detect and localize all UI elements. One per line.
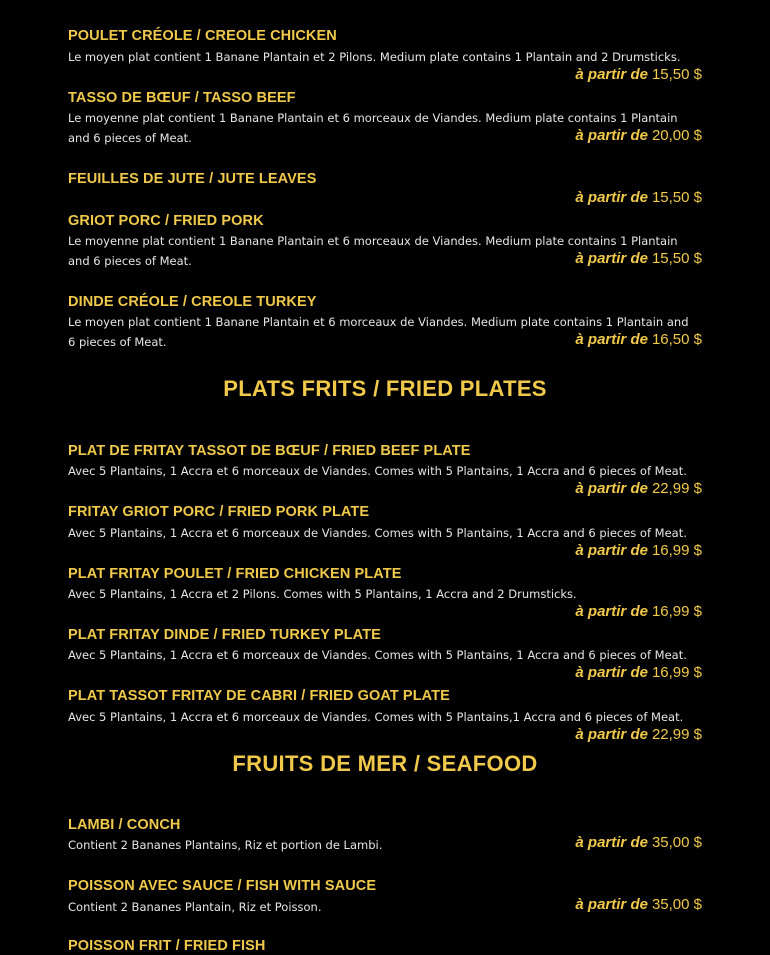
price-prefix: à partir de (575, 834, 648, 851)
item-description: Avec 5 Plantains, 1 Accra et 6 morceaux de Viandes. Comes with 5 Plantains, 1 Accra and 6 pieces of Meat. (68, 526, 687, 540)
item-description: Le moyenne plat contient 1 Banane Plantain et 6 morceaux de Viandes. Medium plate contains 1 Plantain and 6 pieces of Meat. (68, 234, 678, 268)
price-prefix: à partir de (575, 66, 648, 83)
price-prefix: à partir de (575, 726, 648, 743)
item-title: FRITAY GRIOT PORC / FRIED PORK PLATE (68, 504, 370, 520)
price-prefix: à partir de (575, 331, 648, 348)
item-description: Avec 5 Plantains, 1 Accra et 6 morceaux de Viandes. Comes with 5 Plantains,1 Accra and 6 pieces of Meat. (68, 710, 684, 724)
item-title: PLAT TASSOT FRITAY DE CABRI / FRIED GOAT PLATE (68, 688, 450, 704)
price-value: 15,50 $ (651, 250, 702, 267)
price-prefix: à partir de (575, 542, 648, 559)
price-value: 35,00 $ (651, 896, 702, 913)
section-title-fried: PLATS FRITS / FRIED PLATES (223, 376, 547, 401)
price-prefix: à partir de (575, 480, 648, 497)
price-value: 15,50 $ (651, 189, 702, 206)
price-prefix: à partir de (575, 664, 648, 681)
item-title: GRIOT PORC / FRIED PORK (68, 213, 264, 229)
price-value: 16,50 $ (651, 331, 702, 348)
item-description: Avec 5 Plantains, 1 Accra et 2 Pilons. Comes with 5 Plantains, 1 Accra and 2 Drumsticks. (68, 587, 577, 601)
price-value: 35,00 $ (651, 834, 702, 851)
price-prefix: à partir de (575, 189, 648, 206)
item-description: Contient 2 Bananes Plantain, Riz et Poisson. (68, 900, 322, 914)
price-prefix: à partir de (575, 250, 648, 267)
item-title: DINDE CRÉOLE / CREOLE TURKEY (68, 294, 317, 310)
price-prefix: à partir de (575, 603, 648, 620)
item-description: Contient 2 Bananes Plantains, Riz et portion de Lambi. (68, 838, 383, 852)
item-price (575, 480, 702, 498)
price-prefix: à partir de (575, 127, 648, 144)
item-title: POISSON FRIT / FRIED FISH (68, 938, 266, 954)
item-title: LAMBI / CONCH (68, 817, 181, 833)
item-price (575, 542, 702, 560)
item-price (575, 896, 702, 914)
item-price (575, 664, 702, 682)
item-description: Avec 5 Plantains, 1 Accra et 6 morceaux de Viandes. Comes with 5 Plantains, 1 Accra and 6 pieces of Meat. (68, 464, 687, 478)
section-title-seafood: FRUITS DE MER / SEAFOOD (232, 751, 538, 776)
item-price (575, 127, 702, 145)
item-price (575, 250, 702, 268)
item-description: Le moyen plat contient 1 Banane Plantain et 2 Pilons. Medium plate contains 1 Plantain and 2 Drumsticks. (68, 50, 681, 64)
item-title: PLAT FRITAY DINDE / FRIED TURKEY PLATE (68, 627, 381, 643)
item-title: PLAT DE FRITAY TASSOT DE BŒUF / FRIED BEEF PLATE (68, 443, 471, 459)
item-title: POULET CRÉOLE / CREOLE CHICKEN (68, 28, 337, 44)
price-value: 16,99 $ (651, 542, 702, 559)
item-title: TASSO DE BŒUF / TASSO BEEF (68, 90, 296, 106)
price-value: 20,00 $ (651, 127, 702, 144)
price-value: 16,99 $ (651, 664, 702, 681)
item-price (575, 189, 702, 207)
item-price (575, 331, 702, 349)
item-description: Avec 5 Plantains, 1 Accra et 6 morceaux de Viandes. Comes with 5 Plantains, 1 Accra and 6 pieces of Meat. (68, 648, 687, 662)
price-value: 22,99 $ (651, 480, 702, 497)
price-value: 16,99 $ (651, 603, 702, 620)
item-title: PLAT FRITAY POULET / FRIED CHICKEN PLATE (68, 566, 402, 582)
item-price (575, 66, 702, 84)
item-description: Le moyen plat contient 1 Banane Plantain et 6 morceaux de Viandes. Medium plate contains 1 Plantain and 6 pieces of Meat. (68, 315, 689, 349)
item-price (575, 603, 702, 621)
price-prefix: à partir de (575, 896, 648, 913)
item-price (575, 726, 702, 744)
item-price (575, 834, 702, 852)
item-title: FEUILLES DE JUTE / JUTE LEAVES (68, 171, 317, 187)
item-description: Le moyenne plat contient 1 Banane Plantain et 6 morceaux de Viandes. Medium plate contains 1 Plantain and 6 pieces of Meat. (68, 111, 678, 145)
item-title: POISSON AVEC SAUCE / FISH WITH SAUCE (68, 878, 377, 894)
price-value: 22,99 $ (651, 726, 702, 743)
price-value: 15,50 $ (651, 66, 702, 83)
